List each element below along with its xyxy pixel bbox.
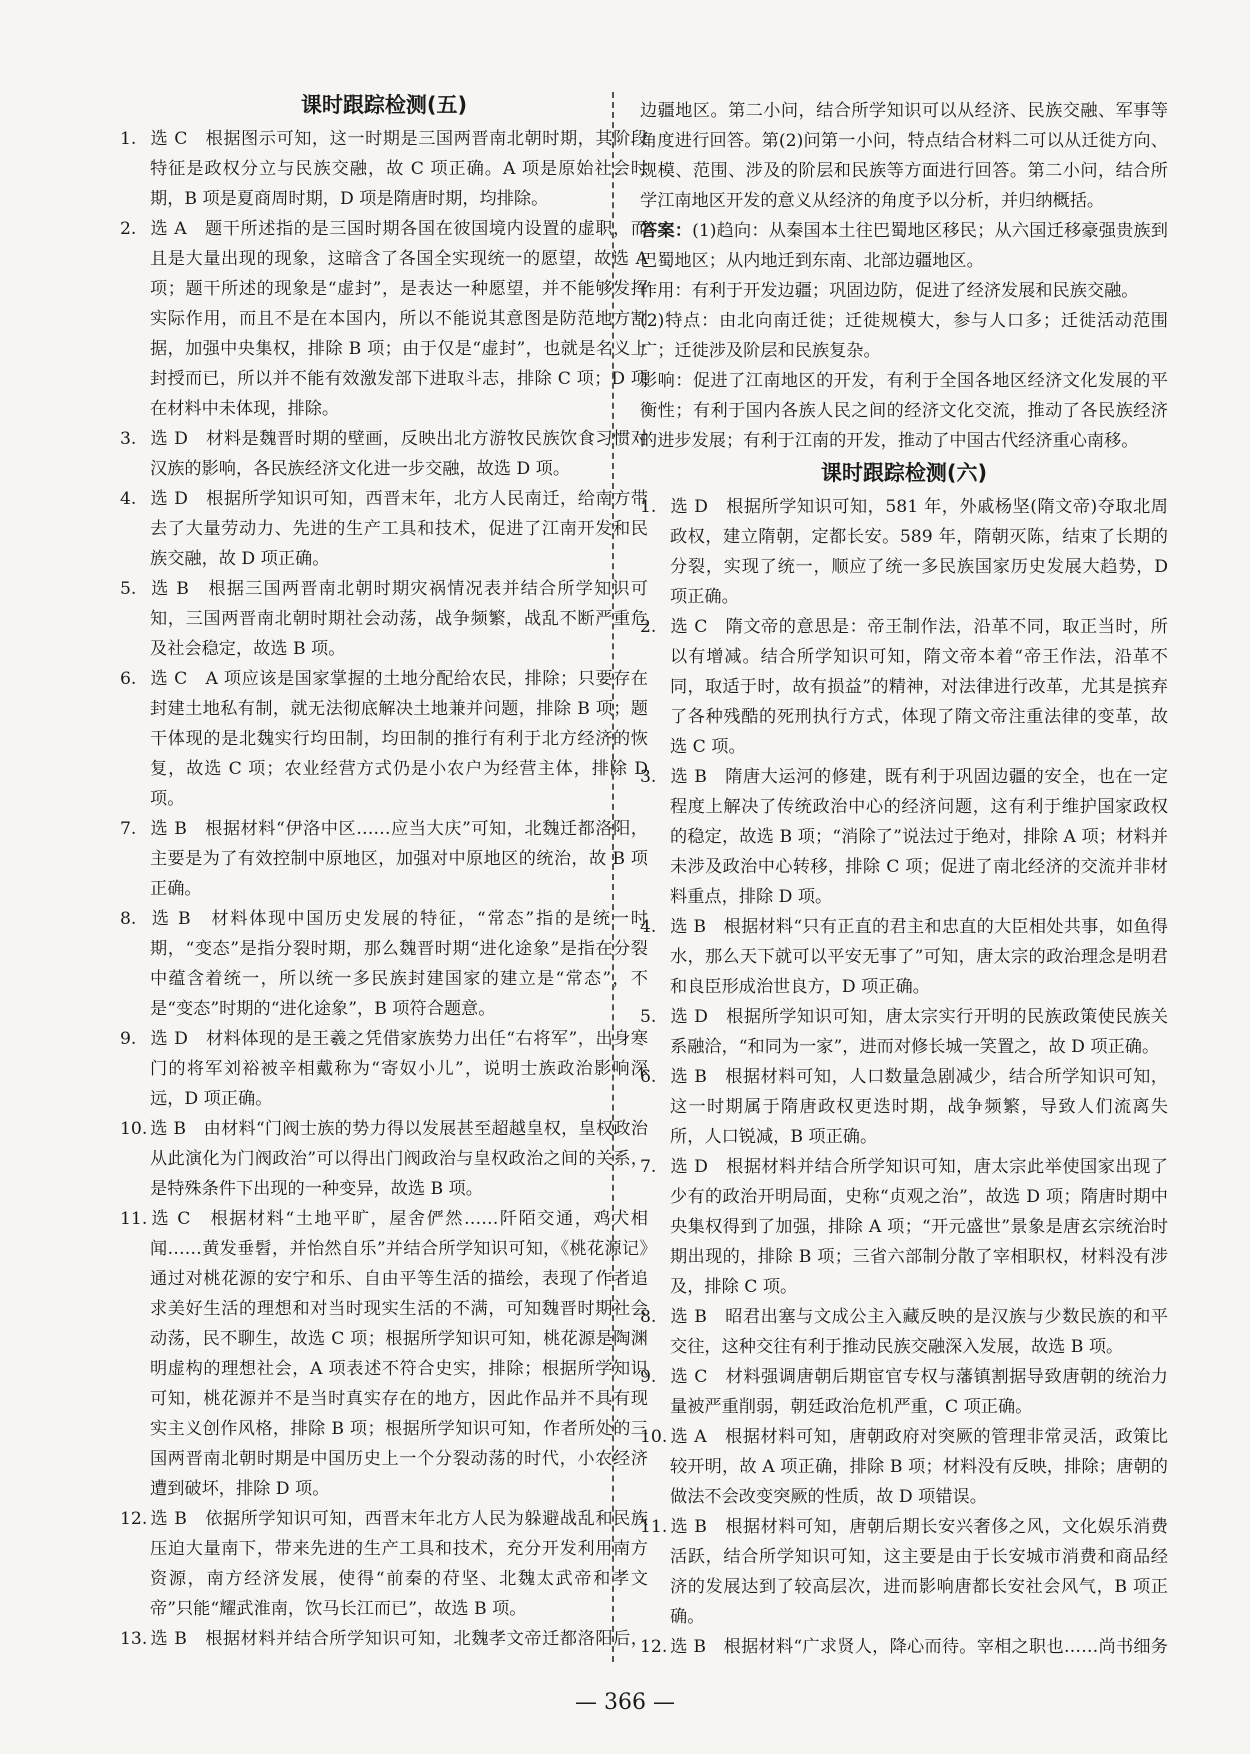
list-item	[640, 1302, 1168, 1362]
item-text: 选 A 根据材料可知，唐朝政府对突厥的管理非常灵活，政策比较开明，故 A 项正确，排除 B 项；材料没有反映，排除；唐朝的做法不会改变突厥的性质，故 D 项错误。	[670, 1427, 1168, 1507]
section-title-6: 课时跟踪检测(六)	[820, 461, 988, 485]
list-item	[640, 1632, 1168, 1666]
answer-line	[640, 216, 1168, 276]
item-number: 2.	[120, 219, 137, 239]
item-number: 7.	[120, 819, 137, 839]
item-number: 7.	[640, 1157, 657, 1177]
answer-line	[640, 276, 1168, 306]
column-divider	[612, 92, 614, 1662]
item-number: 6.	[120, 669, 137, 689]
list-item	[120, 904, 648, 1024]
item-number: 5.	[120, 579, 137, 599]
list-item	[640, 492, 1168, 612]
item-text: 选 B 依据所学知识可知，西晋末年北方人民为躲避战乱和民族压迫大量南下，带来先进的生产工具和技术，充分开发利用南方资源，南方经济发展，使得“前秦的苻坚、北魏太武帝和孝文帝”只能“耀武淮南，饮马长江而已”，故选 B 项。	[150, 1509, 648, 1619]
list-item	[120, 574, 648, 664]
item-number: 3.	[120, 429, 137, 449]
item-number: 10.	[120, 1119, 148, 1139]
item-text: 选 B 根据材料“只有正直的君主和忠直的大臣相处共事，如鱼得水，那么天下就可以平安无事了”可知，唐太宗的政治理念是明君和良臣形成治世良方，D 项正确。	[670, 917, 1168, 997]
item-text: 选 C 材料强调唐朝后期宦官专权与藩镇割据导致唐朝的统治力量被严重削弱，朝廷政治危机严重，C 项正确。	[670, 1367, 1168, 1417]
item-text: 选 B 根据材料可知，人口数量急剧减少，结合所学知识可知，这一时期属于隋唐政权更迭时期，战争频繁，导致人们流离失所，人口锐减，B 项正确。	[670, 1067, 1168, 1147]
answer-label: 答案：	[640, 221, 693, 241]
item-number: 1.	[120, 129, 137, 149]
answer-15-block	[640, 216, 1168, 456]
item-number: 2.	[640, 617, 657, 637]
list-item	[120, 1114, 648, 1204]
item-number: 8.	[120, 909, 137, 929]
list-item	[120, 424, 648, 484]
item-number: 12.	[120, 1509, 148, 1529]
item-text: 选 D 根据材料并结合所学知识可知，唐太宗此举使国家出现了少有的政治开明局面，史称“贞观之治”，故选 D 项；隋唐时期中央集权得到了加强，排除 A 项；“开元盛世”景象是唐玄宗统治时期出现的，排除 B 项；三省六部制分散了宰相职权，材料没有涉及，排除 C 项。	[670, 1157, 1168, 1297]
list-item	[640, 1152, 1168, 1302]
item-number: 11.	[120, 1209, 148, 1229]
left-items	[120, 124, 648, 1658]
item-text: 选 B 根据材料并结合所学知识可知，北魏孝文帝迁都洛阳后，	[150, 1629, 648, 1649]
list-item	[640, 612, 1168, 762]
item-number: 9.	[640, 1367, 657, 1387]
list-item	[640, 1422, 1168, 1512]
item-text: 选 D 根据所学知识可知，581 年，外戚杨坚(隋文帝)夺取北周政权，建立隋朝，定都长安。589 年，隋朝灭陈，结束了长期的分裂，实现了统一，顺应了统一多民族国家历史发展大趋势，D 项正确。	[670, 497, 1168, 607]
item-text: 选 B 隋唐大运河的修建，既有利于巩固边疆的安全，也在一定程度上解决了传统政治中心的经济问题，这有利于维护国家政权的稳定，故选 B 项；“消除了”说法过于绝对，排除 A 项；材料并未涉及政治中心转移，排除 C 项；促进了南北经济的交流并非材料重点，排除 D 项。	[670, 767, 1168, 907]
list-item	[120, 1204, 648, 1504]
list-item	[120, 1624, 648, 1658]
item-text: 选 B 根据材料“伊洛中区……应当大庆”可知，北魏迁都洛阳，主要是为了有效控制中原地区，加强对中原地区的统治，故 B 项正确。	[150, 819, 648, 899]
item-number: 12.	[640, 1637, 668, 1657]
item-number: 3.	[640, 767, 657, 787]
answer-line	[640, 306, 1168, 366]
item-text: 选 C A 项应该是国家掌握的土地分配给农民，排除；只要存在封建土地私有制，就无法彻底解决土地兼并问题，排除 B 项；题干体现的是北魏实行均田制，均田制的推行有利于北方经济的恢复，故选 C 项；农业经营方式仍是小农户为经营主体，排除 D 项。	[150, 669, 648, 809]
list-item	[640, 912, 1168, 1002]
answer-text: 作用：有利于开发边疆；巩固边防，促进了经济发展和民族交融。	[640, 281, 1139, 301]
item-number: 1.	[640, 497, 657, 517]
item-text: 选 C 隋文帝的意思是：帝王制作法，沿革不同，取正当时，所以有增减。结合所学知识可知，隋文帝本着“帝王作法，沿革不同，取适于时，故有损益”的精神，对法律进行改革，尤其是摈弃了各种残酷的死刑执行方式，体现了隋文帝注重法律的变革，故选 C 项。	[670, 617, 1168, 757]
item-text: 选 B 根据材料“广求贤人，降心而待。宰相之职也……尚书细务	[670, 1637, 1168, 1657]
answer-text: 影响：促进了江南地区的开发，有利于全国各地区经济文化发展的平衡性；有利于国内各族人民之间的经济文化交流，推动了各民族经济的进步发展；有利于江南的开发，推动了中国古代经济重心南移。	[640, 371, 1168, 451]
list-item	[120, 484, 648, 574]
list-item	[640, 762, 1168, 912]
list-item	[120, 1504, 648, 1624]
answer-line	[640, 366, 1168, 456]
item-number: 8.	[640, 1307, 657, 1327]
item-number: 11.	[640, 1517, 668, 1537]
item-text: 选 C 根据材料“土地平旷，屋舍俨然……阡陌交通，鸡犬相闻……黄发垂髫，并怡然自乐”并结合所学知识可知，《桃花源记》通过对桃花源的安宁和乐、自由平等生活的描绘，表现了作者追求美好生活的理想和对当时现实生活的不满，可知魏晋时期社会动荡，民不聊生，故选 C 项；根据所学知识可知，桃花源是陶渊明虚构的理想社会，A 项表述不符合史实，排除；根据所学知识可知，桃花源并不是当时真实存在的地方，因此作品并不具有现实主义创作风格，排除 B 项；根据所学知识可知，作者所处的三国两晋南北朝时期是中国历史上一个分裂动荡的时代，小农经济遭到破坏，排除 D 项。	[150, 1209, 648, 1499]
item-text: 选 B 根据三国两晋南北朝时期灾祸情况表并结合所学知识可知，三国两晋南北朝时期社会动荡，战争频繁，战乱不断严重危及社会稳定，故选 B 项。	[150, 579, 648, 659]
item-text: 选 D 根据所学知识可知，西晋末年，北方人民南迁，给南方带去了大量劳动力、先进的生产工具和技术，促进了江南开发和民族交融，故 D 项正确。	[150, 489, 648, 569]
item-text: 选 B 由材料“门阀士族的势力得以发展甚至超越皇权，皇权政治从此演化为门阀政治”可以得出门阀政治与皇权政治之间的关系，是特殊条件下出现的一种变异，故选 B 项。	[150, 1119, 648, 1199]
list-item	[640, 1002, 1168, 1062]
list-item	[120, 124, 648, 214]
list-item	[120, 214, 648, 424]
list-item	[640, 1512, 1168, 1632]
item-15-continuation: 边疆地区。第二小问，结合所学知识可以从经济、民族交融、军事等角度进行回答。第(2)问第一小问，特点结合材料二可以从迁徙方向、规模、范围、涉及的阶层和民族等方面进行回答。第二小问，结合所学江南地区开发的意义从经济的角度予以分析，并归纳概括。	[640, 101, 1168, 211]
page-number: — 366 —	[575, 1690, 675, 1715]
item-number: 9.	[120, 1029, 137, 1049]
list-item	[640, 1362, 1168, 1422]
item-number: 5.	[640, 1007, 657, 1027]
list-item	[640, 1062, 1168, 1152]
item-text: 选 C 根据图示可知，这一时期是三国两晋南北朝时期，其阶段特征是政权分立与民族交融，故 C 项正确。A 项是原始社会时期，B 项是夏商周时期，D 项是隋唐时期，均排除。	[150, 129, 648, 209]
list-item	[120, 814, 648, 904]
item-number: 4.	[120, 489, 137, 509]
item-number: 4.	[640, 917, 657, 937]
answer-text: (2)特点：由北向南迁徙；迁徙规模大，参与人口多；迁徙活动范围广；迁徙涉及阶层和民族复杂。	[640, 311, 1168, 361]
item-text: 选 D 材料是魏晋时期的壁画，反映出北方游牧民族饮食习惯对汉族的影响，各民族经济文化进一步交融，故选 D 项。	[150, 429, 648, 479]
item-text: 选 D 根据所学知识可知，唐太宗实行开明的民族政策使民族关系融洽，“和同为一家”，进而对修长城一笑置之，故 D 项正确。	[670, 1007, 1168, 1057]
item-text: 选 A 题干所述指的是三国时期各国在彼国境内设置的虚职，而且是大量出现的现象，这暗含了各国全实现统一的愿望，故选 A 项；题干所述的现象是“虚封”，是表达一种愿望，并不能够发挥实际作用，而且不是在本国内，所以不能说其意图是防范地方割据，加强中央集权，排除 B 项；由于仅是“虚封”，也就是名义上封授而已，所以并不能有效激发部下进取斗志，排除 C 项；D 项在材料中未体现，排除。	[150, 219, 648, 419]
item-number: 6.	[640, 1067, 657, 1087]
item-number: 10.	[640, 1427, 668, 1447]
item-text: 选 D 材料体现的是王羲之凭借家族势力出任“右将军”，出身寒门的将军刘裕被辛相戴称为“寄奴小儿”，说明士族政治影响深远，D 项正确。	[150, 1029, 648, 1109]
item-text: 选 B 根据材料可知，唐朝后期长安兴奢侈之风，文化娱乐消费活跃，结合所学知识可知，这主要是由于长安城市消费和商品经济的发展达到了较高层次，进而影响唐都长安社会风气，B 项正确。	[670, 1517, 1168, 1627]
item-text: 选 B 昭君出塞与文成公主入藏反映的是汉族与少数民族的和平交往，这种交往有利于推动民族交融深入发展，故选 B 项。	[670, 1307, 1168, 1357]
item-number: 13.	[120, 1629, 148, 1649]
right-items	[640, 492, 1168, 1666]
answer-text: (1)趋向：从秦国本土往巴蜀地区移民；从六国迁移豪强贵族到巴蜀地区；从内地迁到东南、北部边疆地区。	[640, 221, 1168, 271]
right-column	[640, 96, 1168, 1666]
item-text: 选 B 材料体现中国历史发展的特征，“常态”指的是统一时期，“变态”是指分裂时期，那么魏晋时期“进化途象”是指在分裂中蕴含着统一，所以统一多民族封建国家的建立是“常态”，不是“变态”时期的“进化途象”，B 项符合题意。	[150, 909, 648, 1019]
section-title-5: 课时跟踪检测(五)	[300, 93, 468, 117]
list-item	[120, 1024, 648, 1114]
list-item	[120, 664, 648, 814]
left-column	[120, 88, 648, 1658]
